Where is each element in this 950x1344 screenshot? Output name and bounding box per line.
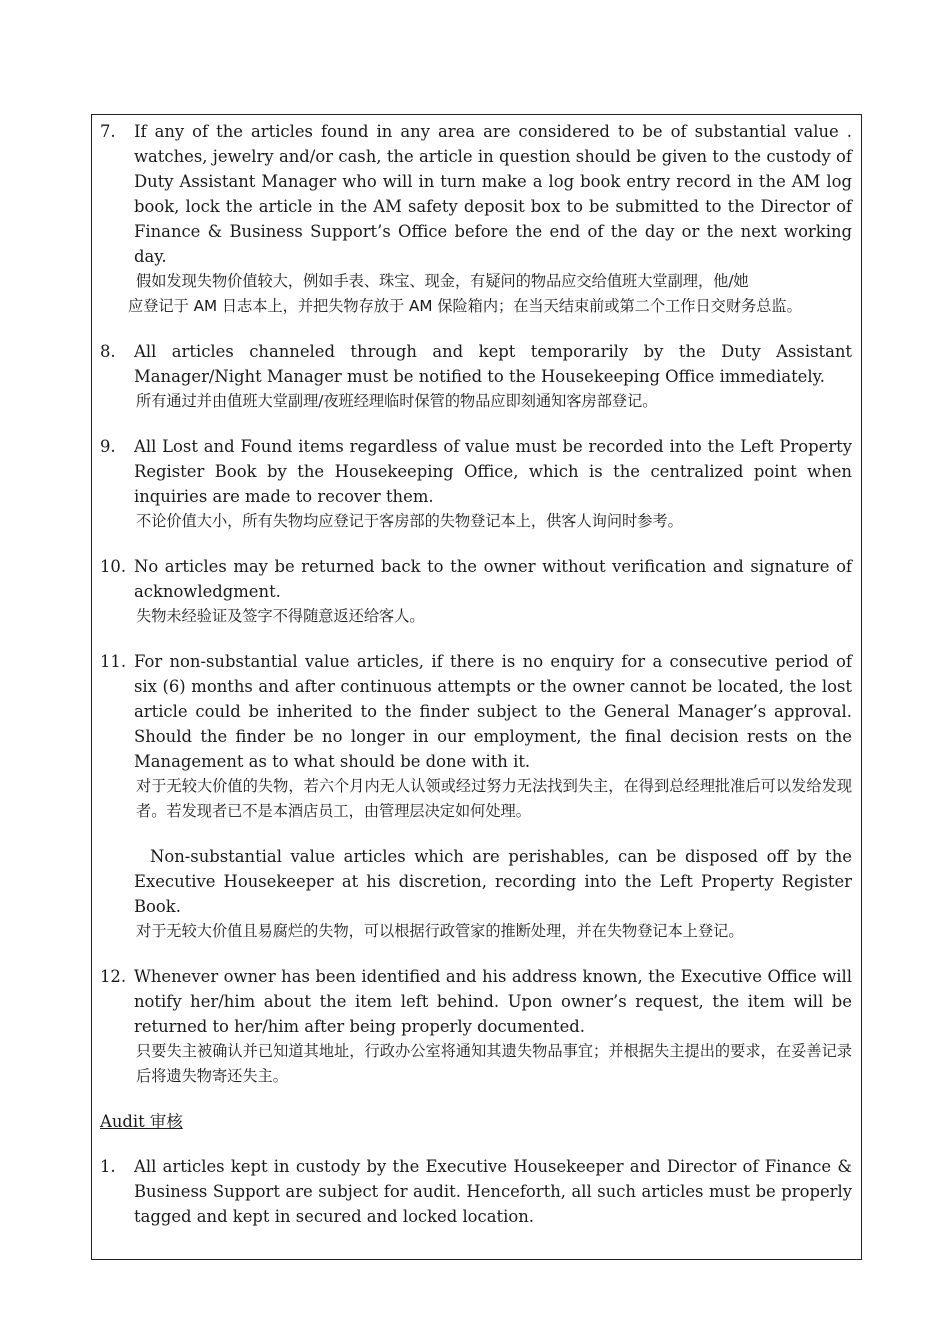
item-text-en: If any of the articles found in any area are considered to be of substantial value . watches, jewelry and/or cash, the article in question should be given to the custody of Duty Assistant Manager who will in turn make a log book entry record in the AM log book, lock the article in the AM safety deposit box to be submitted to the Director of Finance & Business Support’s Office before the end of the day or the next working day. bbox=[134, 122, 852, 266]
item-text-en: All Lost and Found items regardless of value must be recorded into the Left Property Register Book by the Housekeeping Office, which is the centralized point when inquiries are made to recover them. bbox=[134, 437, 852, 506]
audit-item-1 bbox=[100, 1154, 852, 1229]
section-title-audit: Audit 审核 bbox=[100, 1112, 183, 1131]
item-number: 12. bbox=[100, 967, 127, 986]
item-text-zh: 对于无较大价值的失物，若六个月内无人认领或经过努力无法找到失主，在得到总经理批准后可以发给发现者。若发现者已不是本酒店员工，由管理层决定如何处理。 bbox=[136, 777, 852, 820]
item-text-zh: 应登记于 AM 日志本上，并把失物存放于 AM 保险箱内；在当天结束前或第二个工作日交财务总监。 bbox=[128, 297, 802, 315]
item-text-zh: 只要失主被确认并已知道其地址，行政办公室将通知其遗失物品事宜；并根据失主提出的要求，在妥善记录后将遗失物寄还失主。 bbox=[136, 1042, 852, 1085]
item-number: 8. bbox=[100, 342, 116, 361]
list-item-8 bbox=[100, 339, 852, 414]
item-text-zh: 所有通过并由值班大堂副理/夜班经理临时保管的物品应即刻通知客房部登记。 bbox=[136, 392, 658, 410]
item-text-en: All articles kept in custody by the Executive Housekeeper and Director of Finance & Business Support are subject for audit. Henceforth, all such articles must be properly tagged and kept in secured and locked location. bbox=[134, 1157, 852, 1226]
item-text-zh: 失物未经验证及签字不得随意返还给客人。 bbox=[136, 607, 425, 625]
item-number: 1. bbox=[100, 1157, 116, 1176]
item-text-en-2: Non-substantial value articles which are perishables, can be disposed off by the Executive Housekeeper at his discretion, recording into the Left Property Register Book. bbox=[134, 847, 852, 916]
item-number: 11. bbox=[100, 652, 127, 671]
list-item-12 bbox=[100, 964, 852, 1089]
document-content bbox=[100, 119, 852, 1229]
list-item-11 bbox=[100, 649, 852, 944]
document-frame bbox=[91, 114, 862, 1260]
list-item-9 bbox=[100, 434, 852, 534]
item-text-en: All articles channeled through and kept temporarily by the Duty Assistant Manager/Night Manager must be notified to the Housekeeping Office immediately. bbox=[134, 342, 852, 386]
list-item-7 bbox=[100, 119, 852, 269]
item-number: 10. bbox=[100, 557, 127, 576]
item-text-en: No articles may be returned back to the owner without verification and signature of acknowledgment. bbox=[134, 557, 852, 601]
item-text-zh: 假如发现失物价值较大，例如手表、珠宝、现金，有疑问的物品应交给值班大堂副理，他/她 bbox=[136, 272, 749, 290]
item-text-en: Whenever owner has been identified and his address known, the Executive Office will notify her/him about the item left behind. Upon owner’s request, the item will be returned to her/him after being properly documented. bbox=[134, 967, 852, 1036]
item-number: 9. bbox=[100, 437, 116, 456]
item-number: 7. bbox=[100, 122, 116, 141]
list-item-10 bbox=[100, 554, 852, 629]
item-text-en: For non-substantial value articles, if there is no enquiry for a consecutive period of six (6) months and after continuous attempts or the owner cannot be located, the lost article could be inherited to the finder subject to the General Manager’s approval. Should the finder be no longer in our employment, the final decision rests on the Management as to what should be done with it. bbox=[134, 652, 852, 771]
item-text-zh-2: 对于无较大价值且易腐烂的失物，可以根据行政管家的推断处理，并在失物登记本上登记。 bbox=[136, 922, 744, 940]
item-text-zh: 不论价值大小，所有失物均应登记于客房部的失物登记本上，供客人询问时参考。 bbox=[136, 512, 683, 530]
